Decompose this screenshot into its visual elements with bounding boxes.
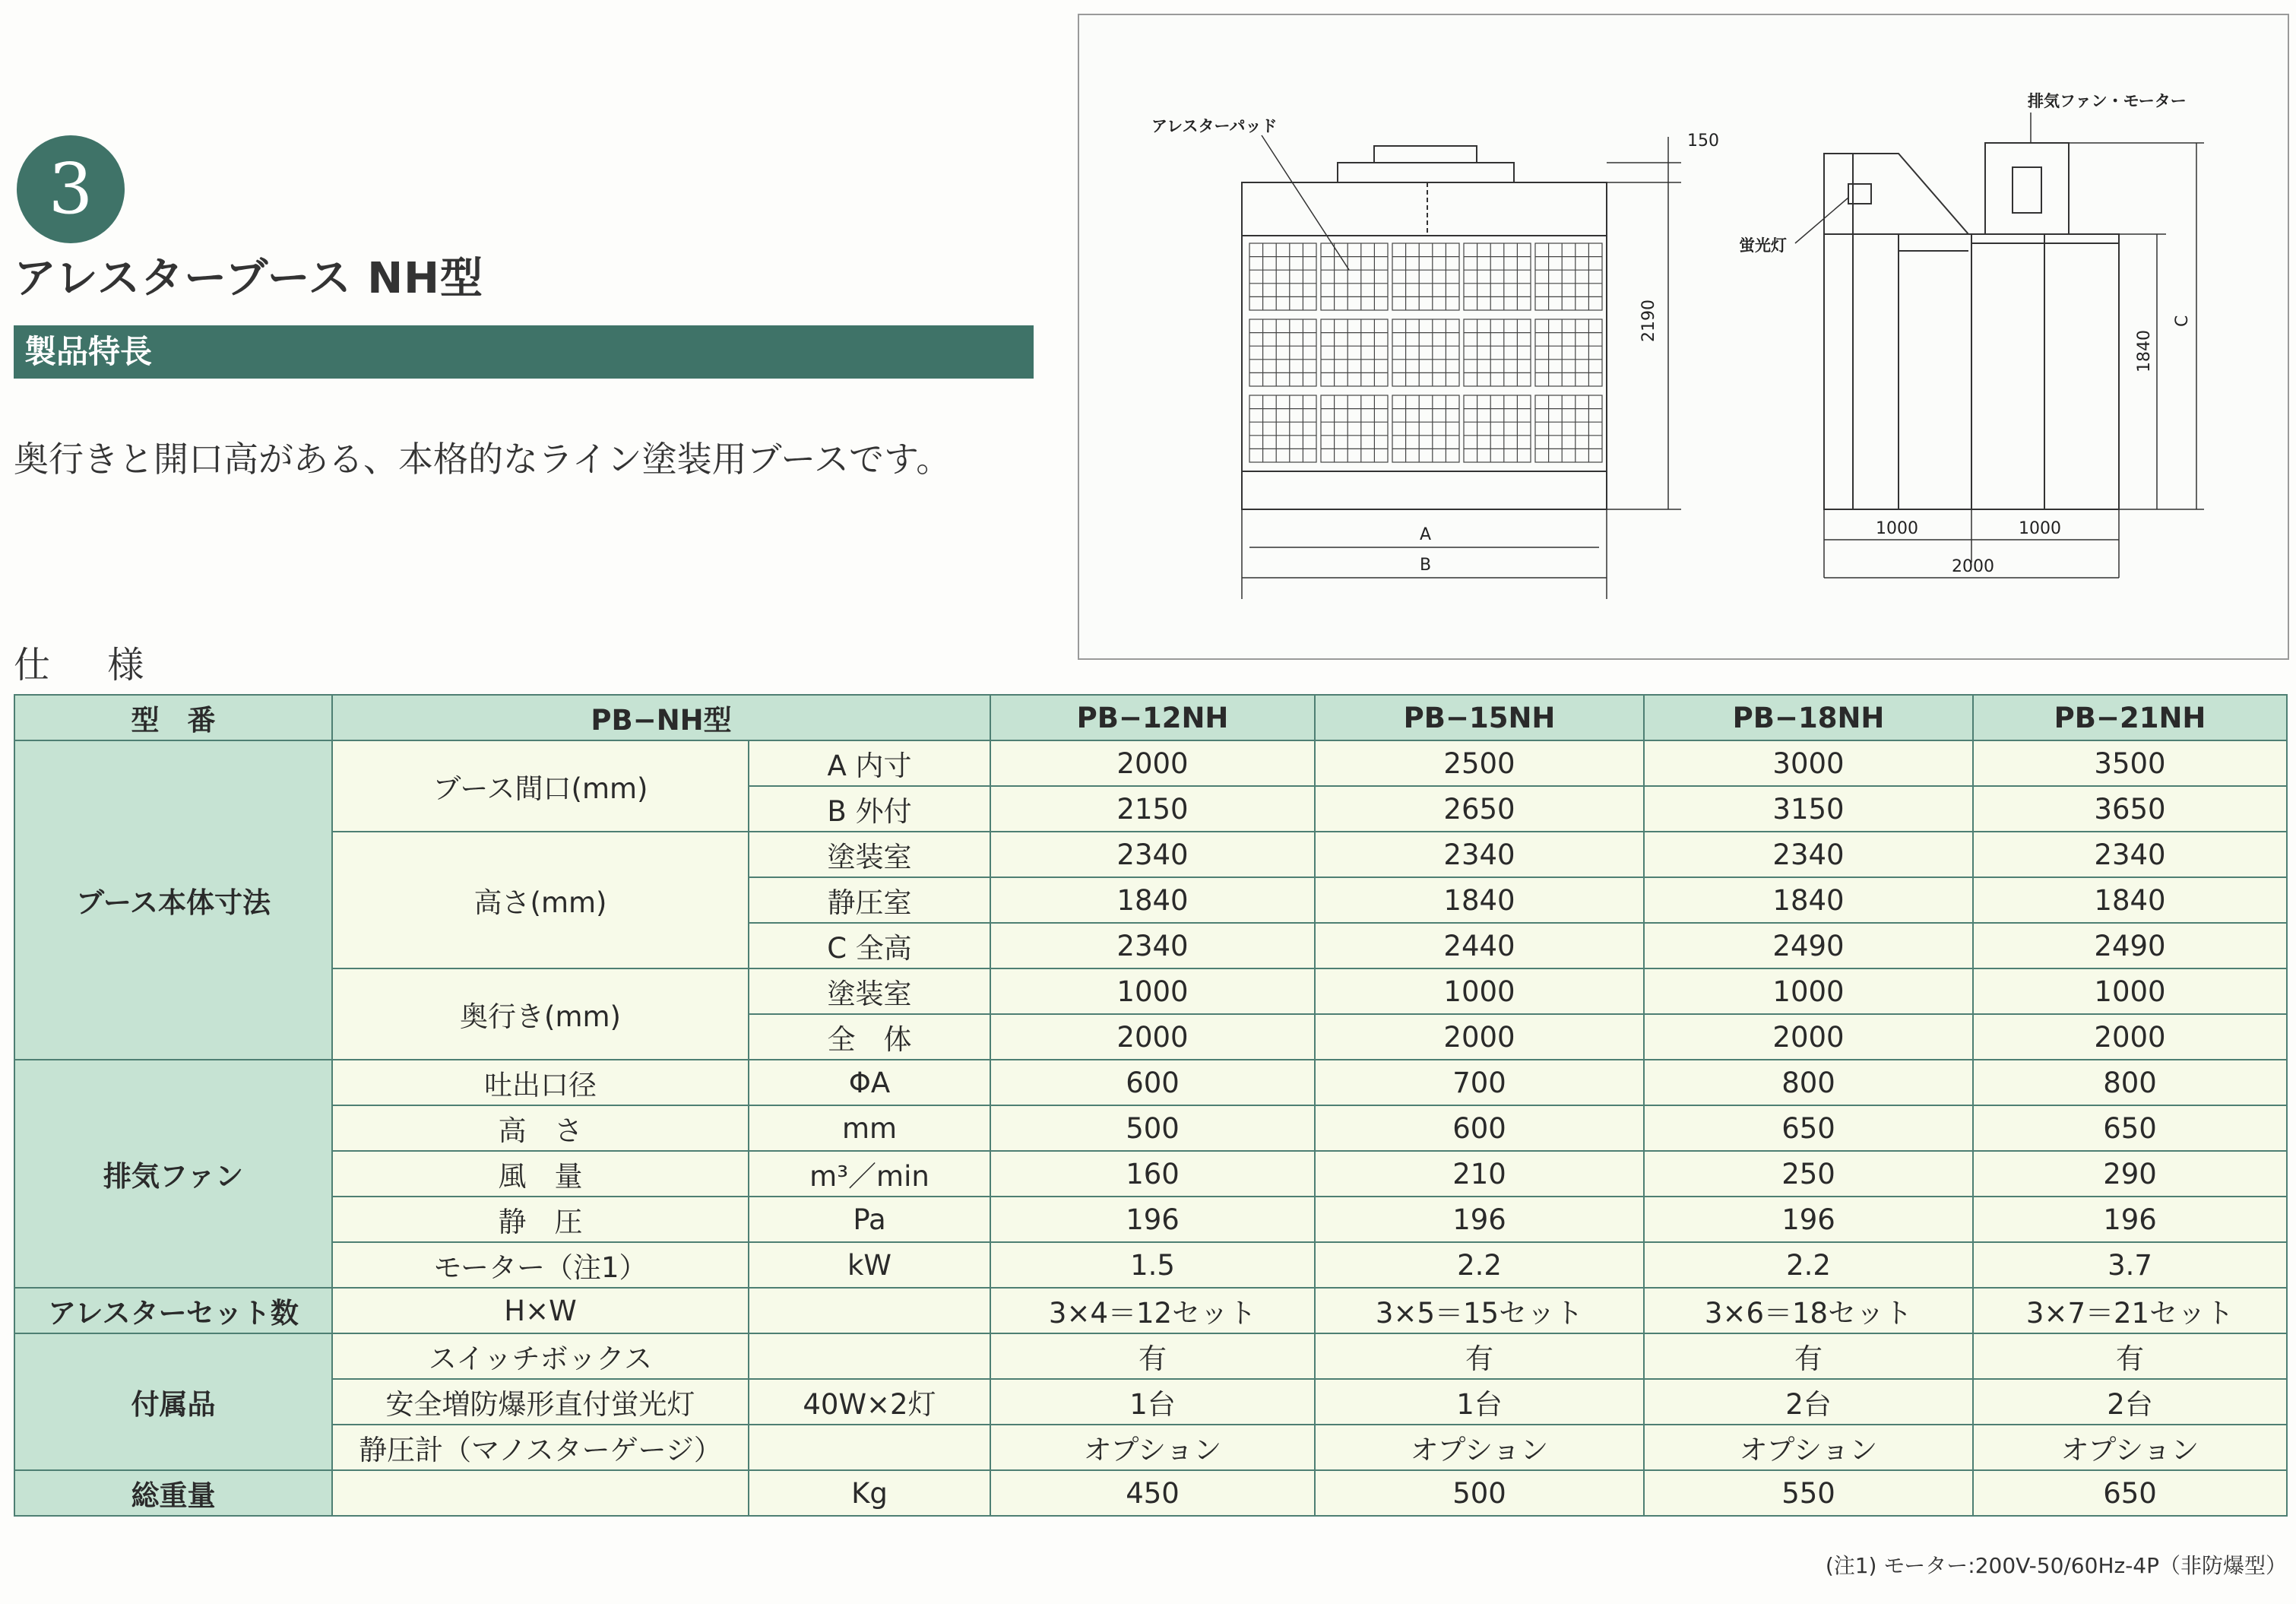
table-row [14,1333,2287,1379]
cell: 600 [1315,1105,1644,1151]
cell: オプション [1315,1425,1644,1470]
cell: 3650 [1973,786,2287,832]
cell: 160 [990,1151,1315,1197]
arrester-filter-panel [1321,319,1388,386]
cell: 196 [990,1197,1315,1242]
table-row [14,968,2287,1014]
row-item: ブース間口(mm) [332,740,749,832]
cell: 有 [1315,1333,1644,1379]
arrester-filter-panel [1464,395,1531,462]
header-pb18nh: PB−18NH [1644,695,1973,740]
cell: 2台 [1644,1379,1973,1425]
arrester-filter-panel [1535,319,1602,386]
cell: 1000 [1644,968,1973,1014]
cell: 1840 [1315,877,1644,923]
cell: 2000 [1315,1014,1644,1060]
cell: 290 [1973,1151,2287,1197]
cell: 196 [1973,1197,2287,1242]
cell: 2440 [1315,923,1644,968]
table-row [14,1242,2287,1288]
cell: 650 [1973,1470,2287,1516]
cell: 196 [1315,1197,1644,1242]
group-exhaust-fan: 排気ファン [14,1060,332,1288]
row-item [332,1470,749,1516]
group-accessories: 付属品 [14,1333,332,1470]
cell: 2340 [1315,832,1644,877]
cell: 250 [1644,1151,1973,1197]
row-item: 静 圧 [332,1197,749,1242]
table-row [14,1105,2287,1151]
cell: 3150 [1644,786,1973,832]
row-item: 高さ(mm) [332,832,749,968]
cell: 1台 [990,1379,1315,1425]
arrester-filter-panel [1535,395,1602,462]
page-title: アレスターブース NH型 [14,254,484,303]
cell: 500 [1315,1470,1644,1516]
cell: 2台 [1973,1379,2287,1425]
cell: 3×6＝18セット [1644,1288,1973,1333]
row-sub: kW [749,1242,990,1288]
group-arrester-sets: アレスターセット数 [14,1288,332,1333]
cell: 1840 [1973,877,2287,923]
cell: 2.2 [1644,1242,1973,1288]
cell: 2340 [1973,832,2287,877]
arrester-filter-panel [1249,243,1316,310]
product-description: 奥行きと開口高がある、本格的なライン塗装用ブースです。 [14,439,952,480]
dim-1840: 1840 [2135,330,2154,372]
spec-heading: 仕 様 [14,644,167,686]
table-row [14,1288,2287,1333]
header-pb15nh: PB−15NH [1315,695,1644,740]
row-sub: A 内寸 [749,740,990,786]
front-view [1242,146,1607,509]
front-exhaust-box [1374,146,1477,163]
cell: 2340 [990,832,1315,877]
cell: 2340 [1644,832,1973,877]
cell: 700 [1315,1060,1644,1105]
cell: 800 [1973,1060,2287,1105]
row-sub: m³／min [749,1151,990,1197]
table-row [14,1151,2287,1197]
row-sub [749,1333,990,1379]
table-row [14,1060,2287,1105]
arrester-filter-panel [1249,319,1316,386]
cell: 1.5 [990,1242,1315,1288]
row-item: 静圧計（マノスターゲージ） [332,1425,749,1470]
row-sub: 塗装室 [749,968,990,1014]
arrester-filter-panel [1321,243,1388,310]
dim-1000-right: 1000 [2019,519,2061,538]
cell: 2000 [990,1014,1315,1060]
table-row [14,1470,2287,1516]
dim-150: 150 [1687,132,1719,151]
cell: 2650 [1315,786,1644,832]
row-item: スイッチボックス [332,1333,749,1379]
front-arrester-pad-top [1338,163,1514,182]
row-item: 吐出口径 [332,1060,749,1105]
footnote: (注1) モーター:200V-50/60Hz-4P（非防爆型） [1825,1553,2287,1578]
cell: 196 [1644,1197,1973,1242]
group-booth-dimensions: ブース本体寸法 [14,740,332,1060]
cell: 1000 [1315,968,1644,1014]
arrester-filter-panel [1392,395,1459,462]
cell: 1台 [1315,1379,1644,1425]
header-model: 型 番 [14,695,332,740]
cell: 550 [1644,1470,1973,1516]
row-item: 奥行き(mm) [332,968,749,1060]
cell: 2340 [990,923,1315,968]
group-total-weight: 総重量 [14,1470,332,1516]
cell: 2000 [1973,1014,2287,1060]
cell: 3500 [1973,740,2287,786]
cell: 3×4＝12セット [990,1288,1315,1333]
cell: 2490 [1973,923,2287,968]
cell: 500 [990,1105,1315,1151]
cell: 600 [990,1060,1315,1105]
booth-drawing-svg [1079,15,2291,661]
cell: 3×7＝21セット [1973,1288,2287,1333]
section-number-badge: 3 [17,135,125,243]
cell: 有 [1644,1333,1973,1379]
label-fluorescent: 蛍光灯 [1739,236,1787,255]
header-series: PB−NH型 [332,695,990,740]
cell: 800 [1644,1060,1973,1105]
cell: 210 [1315,1151,1644,1197]
table-row [14,1425,2287,1470]
row-sub: Kg [749,1470,990,1516]
spec-table [14,694,2288,1517]
front-filter-grid [1249,243,1602,462]
feature-heading-bar: 製品特長 [14,325,1034,379]
row-sub [749,1425,990,1470]
row-sub: mm [749,1105,990,1151]
cell: 3000 [1644,740,1973,786]
side-fan-box [1985,143,2069,234]
label-arrester-pad: アレスターパッド [1151,117,1278,135]
header-pb21nh: PB−21NH [1973,695,2287,740]
cell: 3.7 [1973,1242,2287,1288]
table-row [14,1379,2287,1425]
cell: 有 [1973,1333,2287,1379]
cell: 1000 [1973,968,2287,1014]
row-item: H×W [332,1288,749,1333]
table-header-row [14,695,2287,740]
cell: 1000 [990,968,1315,1014]
cell: 3×5＝15セット [1315,1288,1644,1333]
row-sub: 静圧室 [749,877,990,923]
cell: 450 [990,1470,1315,1516]
row-item: 風 量 [332,1151,749,1197]
row-sub: 塗装室 [749,832,990,877]
row-sub [749,1288,990,1333]
cell: 2.2 [1315,1242,1644,1288]
cell: オプション [990,1425,1315,1470]
row-sub: Pa [749,1197,990,1242]
cell: 2000 [1644,1014,1973,1060]
cell: 650 [1644,1105,1973,1151]
cell: 1840 [990,877,1315,923]
dim-2190: 2190 [1639,300,1658,342]
row-sub: 40W×2灯 [749,1379,990,1425]
arrester-filter-panel [1464,243,1531,310]
cell: オプション [1973,1425,2287,1470]
cell: 2490 [1644,923,1973,968]
row-sub: C 全高 [749,923,990,968]
cell: 1840 [1644,877,1973,923]
table-row [14,832,2287,877]
cell: 2150 [990,786,1315,832]
dim-1000-left: 1000 [1876,519,1918,538]
row-sub: 全 体 [749,1014,990,1060]
cell: オプション [1644,1425,1973,1470]
table-row [14,740,2287,786]
row-item: 安全増防爆形直付蛍光灯 [332,1379,749,1425]
cell: 2500 [1315,740,1644,786]
table-row [14,1197,2287,1242]
cell: 有 [990,1333,1315,1379]
row-item: 高 さ [332,1105,749,1151]
dim-b: B [1420,556,1432,575]
row-sub: ΦA [749,1060,990,1105]
arrester-filter-panel [1464,319,1531,386]
dim-2000: 2000 [1952,557,1994,576]
arrester-filter-panel [1321,395,1388,462]
row-item: モーター（注1） [332,1242,749,1288]
arrester-filter-panel [1535,243,1602,310]
header-pb12nh: PB−12NH [990,695,1315,740]
side-view [1824,143,2119,509]
dim-a: A [1420,525,1432,544]
label-exhaust-fan-motor: 排気ファン・モーター [2028,92,2187,110]
arrester-filter-panel [1249,395,1316,462]
arrester-filter-panel [1392,319,1459,386]
dim-c: C [2173,315,2192,327]
technical-drawing [1078,14,2289,660]
cell: 650 [1973,1105,2287,1151]
arrester-filter-panel [1392,243,1459,310]
cell: 2000 [990,740,1315,786]
row-sub: B 外付 [749,786,990,832]
